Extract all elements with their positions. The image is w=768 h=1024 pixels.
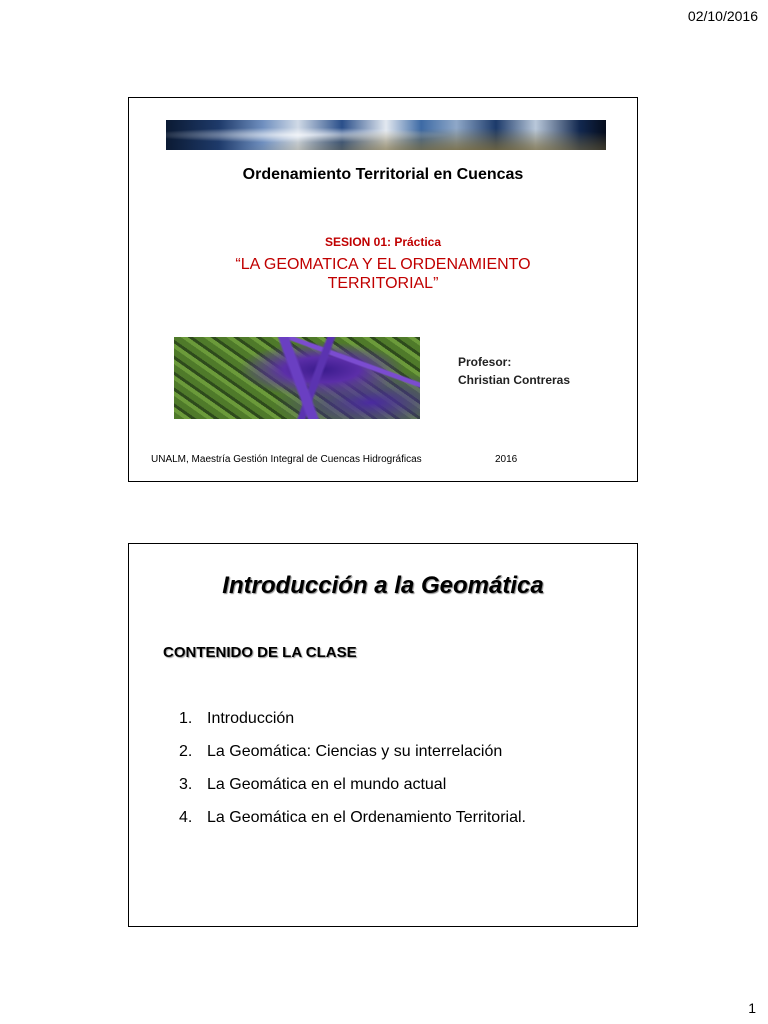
session-label: SESION 01: Práctica — [324, 235, 442, 249]
list-item — [179, 740, 526, 773]
slide-title: Introducción a la Geomática — [222, 572, 544, 599]
contents-heading: CONTENIDO DE LA CLASE — [163, 644, 357, 661]
professor-label: Profesor: — [458, 355, 512, 369]
earth-banner-image — [166, 120, 606, 150]
footer-year: 2016 — [495, 454, 518, 465]
list-item — [179, 773, 526, 806]
river-delta-image — [174, 337, 420, 419]
page-number: 1 — [748, 1000, 756, 1016]
list-item — [179, 806, 526, 839]
print-date: 02/10/2016 — [687, 8, 758, 24]
list-item-number: 1. — [179, 710, 193, 727]
list-item-text: La Geomática en el Ordenamiento Territorial. — [207, 809, 526, 826]
list-item-text: La Geomática: Ciencias y su interrelación — [207, 743, 503, 760]
session-title: “LA GEOMATICA Y EL ORDENAMIENTO TERRITORIAL” — [235, 256, 531, 292]
course-title: Ordenamiento Territorial en Cuencas — [242, 166, 524, 183]
professor-name: Christian Contreras — [458, 373, 571, 387]
professor-block — [458, 353, 570, 389]
contents-list — [179, 707, 526, 839]
list-item-text: La Geomática en el mundo actual — [207, 776, 447, 793]
slide-1 — [128, 97, 638, 482]
list-item-number: 2. — [179, 743, 193, 760]
slide-2 — [128, 543, 638, 927]
list-item — [179, 707, 526, 740]
list-item-text: Introducción — [207, 710, 295, 727]
footer-institution: UNALM, Maestría Gestión Integral de Cuencas Hidrográficas — [151, 454, 422, 465]
list-item-number: 4. — [179, 809, 193, 826]
list-item-number: 3. — [179, 776, 193, 793]
